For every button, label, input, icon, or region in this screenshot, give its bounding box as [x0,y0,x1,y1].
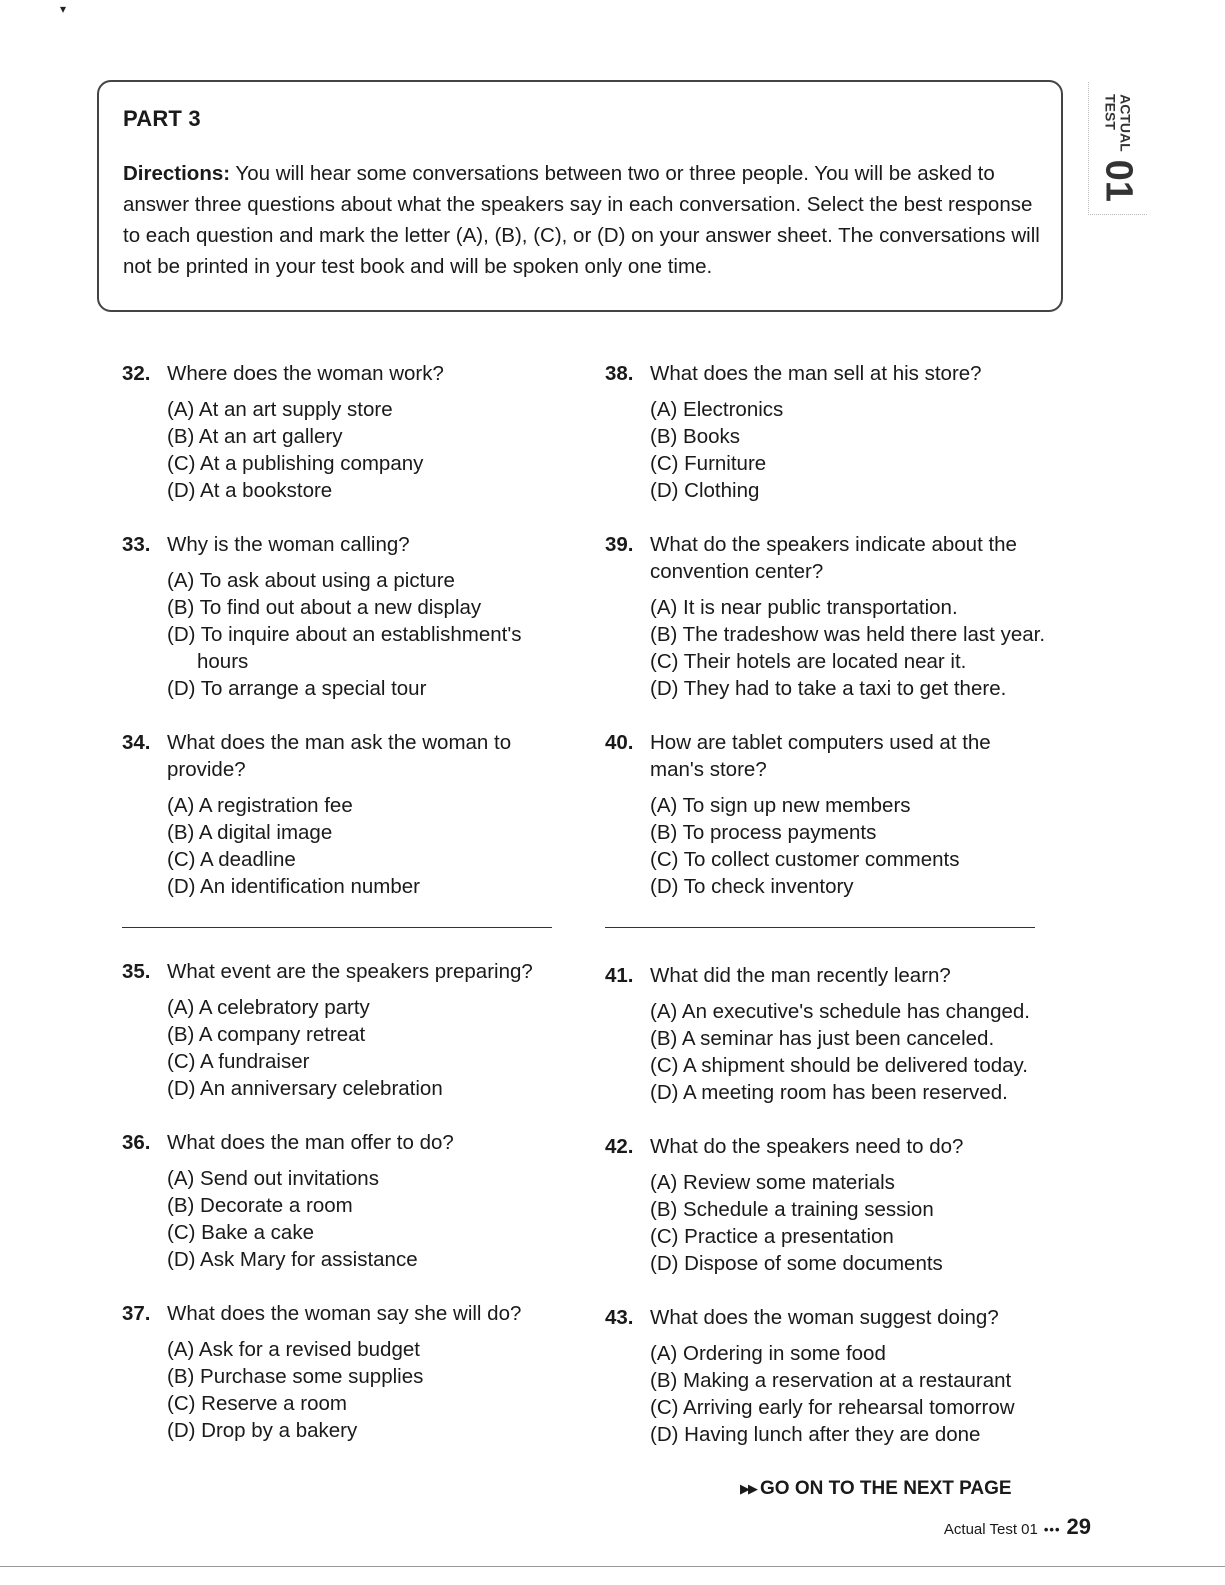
directions-label: Directions: [123,162,231,185]
option-c: (C) Reserve a room [167,1392,347,1415]
option-a: (A) It is near public transportation. [650,596,958,619]
option-a: (A) To sign up new members [650,794,911,817]
question-38 [605,360,1045,504]
question-43 [605,1304,1045,1448]
question-number: 34. [122,731,151,754]
footer-label: Actual Test 01 [943,1521,1038,1538]
part-title: PART 3 [123,106,201,131]
option-c: (C) A shipment should be delivered today. [650,1054,1028,1077]
question-text: What does the woman suggest doing? [650,1306,999,1329]
option-d: (D) A meeting room has been reserved. [650,1081,1008,1104]
option-c: (C) Bake a cake [167,1221,314,1244]
question-number: 38. [605,362,634,385]
question-text: What does the man offer to do? [167,1131,454,1154]
option-d: (D) At a bookstore [167,479,333,502]
right-column [605,360,1045,1475]
option-d: (D) To check inventory [650,875,854,898]
option-d: (D) An anniversary celebration [167,1077,443,1100]
option-a: (A) A registration fee [167,794,353,817]
option-b: (B) Purchase some supplies [167,1365,424,1388]
option-a: (A) At an art supply store [167,398,393,421]
tab-word-test: TEST [1103,94,1119,130]
question-34 [122,729,562,900]
option-b: (B) The tradeshow was held there last year. [650,623,1046,646]
option-b: (B) A seminar has just been canceled. [650,1027,995,1050]
tab-number: 01 [1097,159,1140,202]
question-42 [605,1133,1045,1277]
option-a: (A) Ordering in some food [650,1342,886,1365]
tab-word-actual: ACTUAL [1118,94,1134,152]
question-number: 39. [605,533,634,556]
question-text: Where does the woman work? [167,362,444,385]
next-page-text: GO ON TO THE NEXT PAGE [760,1478,1012,1499]
page-footer [944,1514,1091,1540]
option-b: (B) To find out about a new display [167,596,482,619]
section-divider [605,927,1035,928]
option-b: (B) Decorate a room [167,1194,353,1217]
option-b: (B) To process payments [650,821,877,844]
question-text: What do the speakers need to do? [650,1135,964,1158]
question-40 [605,729,1045,900]
question-number: 41. [605,964,634,987]
section-divider [122,927,552,928]
option-a: (A) Review some materials [650,1171,895,1194]
page-number: 29 [1066,1514,1091,1539]
option-c: (C) To collect customer comments [650,848,960,871]
option-a: (A) Send out invitations [167,1167,379,1190]
question-39 [605,531,1045,702]
option-b: (B) Books [650,425,740,448]
option-b: (B) Making a reservation at a restaurant [650,1369,1012,1392]
option-c: (C) Arriving early for rehearsal tomorrow [650,1396,1015,1419]
question-32 [122,360,562,504]
question-number: 33. [122,533,151,556]
option-b: (B) A digital image [167,821,333,844]
question-number: 42. [605,1135,634,1158]
option-a: (A) A celebratory party [167,996,370,1019]
option-c: (C) Their hotels are located near it. [650,650,967,673]
option-a: (A) Ask for a revised budget [167,1338,420,1361]
option-c: (C) A deadline [167,848,296,871]
question-number: 43. [605,1306,634,1329]
option-d: (D) Ask Mary for assistance [167,1248,418,1271]
question-37 [122,1300,562,1444]
option-c: (C) At a publishing company [167,452,424,475]
question-text: What do the speakers indicate about the convention center? [650,533,1017,583]
question-36 [122,1129,562,1273]
question-33 [122,531,562,702]
double-arrow-icon: ▶▶ [740,1481,756,1496]
option-c: (D) To inquire about an establishment's hours [167,623,522,673]
option-a: (A) Electronics [650,398,784,421]
bottom-rule [0,1566,1225,1567]
option-a: (A) An executive's schedule has changed. [650,1000,1030,1023]
option-a: (A) To ask about using a picture [167,569,455,592]
question-number: 35. [122,960,151,983]
directions-paragraph [123,158,1053,282]
option-c: (C) A fundraiser [167,1050,310,1073]
corner-mark: ▾ [60,2,67,16]
option-b: (B) A company retreat [167,1023,366,1046]
next-page-indicator [740,1478,1012,1500]
directions-box [97,80,1063,312]
option-d: (D) Drop by a bakery [167,1419,358,1442]
option-b: (B) At an art gallery [167,425,343,448]
question-text: What did the man recently learn? [650,964,951,987]
option-d: (D) Clothing [650,479,760,502]
question-text: Why is the woman calling? [167,533,410,556]
question-number: 32. [122,362,151,385]
option-c: (C) Practice a presentation [650,1225,894,1248]
question-41 [605,962,1045,1106]
directions-text: You will hear some conversations between two or three people. You will be asked to answer three questions about what the speakers say in each conversation. Select the best response to each question and mark the letter (A), (B), (C), or (D) on your answer sheet. The conversations will not be printed in your test book and will be spoken only one time. [123,162,1040,278]
question-text: What does the man ask the woman to provide? [167,731,512,781]
question-number: 37. [122,1302,151,1325]
footer-dots: ••• [1043,1522,1061,1537]
question-number: 36. [122,1131,151,1154]
question-text: What event are the speakers preparing? [167,960,533,983]
question-35 [122,958,562,1102]
actual-test-tab [1088,82,1147,215]
option-d: (D) They had to take a taxi to get there. [650,677,1007,700]
question-number: 40. [605,731,634,754]
option-b: (B) Schedule a training session [650,1198,934,1221]
option-d: (D) Dispose of some documents [650,1252,943,1275]
option-c: (C) Furniture [650,452,767,475]
option-d: (D) Having lunch after they are done [650,1423,981,1446]
option-d: (D) To arrange a special tour [167,677,427,700]
question-text: How are tablet computers used at the man's store? [650,731,991,781]
option-d: (D) An identification number [167,875,420,898]
question-text: What does the man sell at his store? [650,362,982,385]
left-column [122,360,562,1471]
question-text: What does the woman say she will do? [167,1302,522,1325]
